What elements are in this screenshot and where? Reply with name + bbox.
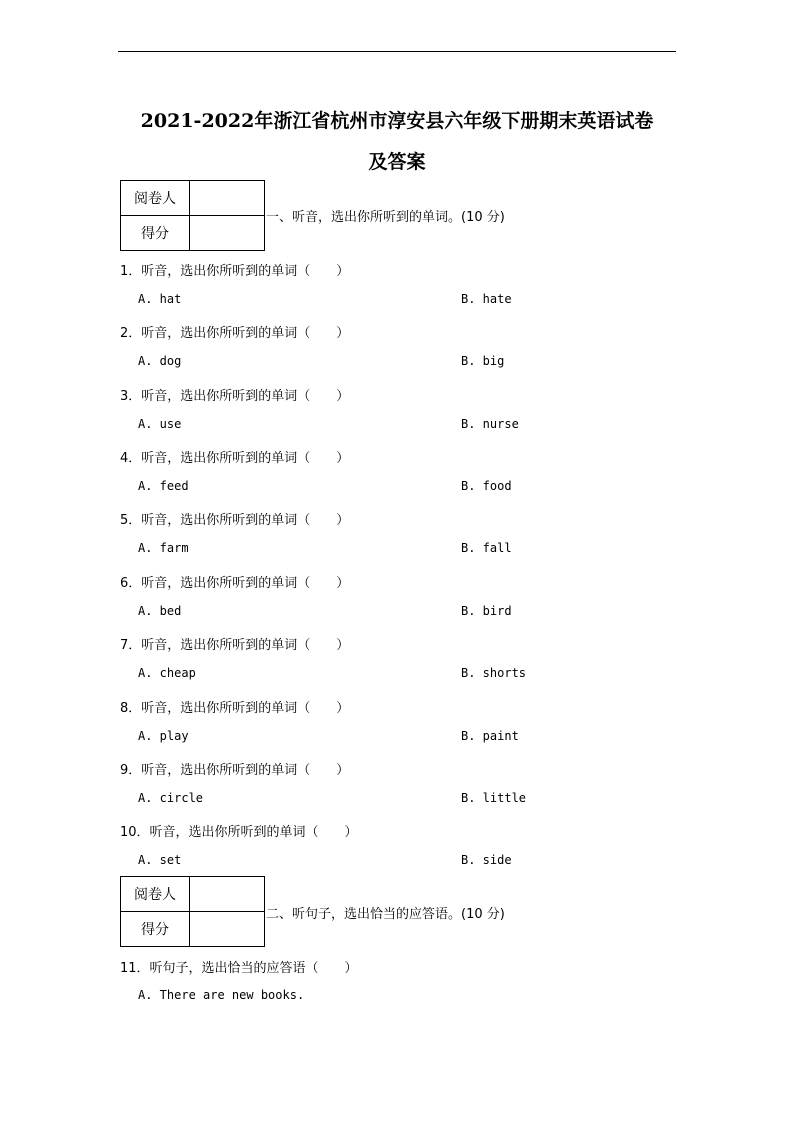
score-cell (190, 216, 265, 251)
option-a: A. farm (138, 541, 189, 555)
option-a: A. circle (138, 791, 204, 805)
option-a: A. use (138, 417, 182, 431)
option-a: A. hat (138, 292, 182, 306)
score-cell (190, 912, 265, 947)
option-a: A. play (138, 729, 189, 743)
question-1: 1．听音，选出你所听到的单词（ ） (120, 264, 350, 279)
option-a: A. dog (138, 354, 182, 368)
option-a: A. set (138, 853, 182, 867)
reviewer-label: 阅卷人 (121, 181, 190, 216)
question-6: 6．听音，选出你所听到的单词（ ） (120, 576, 350, 591)
option-a: A. bed (138, 604, 182, 618)
score-box (120, 876, 265, 947)
page-title: 2021-2022年浙江省杭州市淳安县六年级下册期末英语试卷 (140, 110, 654, 132)
score-box (120, 180, 265, 251)
option-b: B. little (461, 791, 527, 805)
option-b: B. food (461, 479, 512, 493)
option-b: B. hate (461, 292, 512, 306)
option-b: B. side (461, 853, 512, 867)
option-b: B. big (461, 354, 505, 368)
question-7: 7．听音，选出你所听到的单词（ ） (120, 638, 350, 653)
reviewer-cell (190, 877, 265, 912)
option-b: B. bird (461, 604, 512, 618)
option-b: B. paint (461, 729, 519, 743)
question-4: 4．听音，选出你所听到的单词（ ） (120, 451, 350, 466)
section-heading-2: 二、听句子，选出恰当的应答语。(10 分) (266, 907, 505, 922)
option-b: B. fall (461, 541, 512, 555)
header-rule (118, 51, 676, 52)
option-a: A. There are new books. (138, 988, 305, 1002)
question-9: 9．听音，选出你所听到的单词（ ） (120, 763, 350, 778)
question-8: 8．听音，选出你所听到的单词（ ） (120, 701, 350, 716)
question-5: 5．听音，选出你所听到的单词（ ） (120, 513, 350, 528)
score-label: 得分 (121, 216, 190, 251)
option-b: B. shorts (461, 666, 527, 680)
section-heading-1: 一、听音，选出你所听到的单词。(10 分) (266, 210, 505, 225)
reviewer-cell (190, 181, 265, 216)
question-10: 10．听音，选出你所听到的单词（ ） (120, 825, 358, 840)
option-b: B. nurse (461, 417, 519, 431)
score-label: 得分 (121, 912, 190, 947)
question-2: 2．听音，选出你所听到的单词（ ） (120, 326, 350, 341)
question-3: 3．听音，选出你所听到的单词（ ） (120, 389, 350, 404)
option-a: A. cheap (138, 666, 196, 680)
page-title-continued: 及答案 (368, 151, 426, 173)
reviewer-label: 阅卷人 (121, 877, 190, 912)
question-11: 11．听句子，选出恰当的应答语（ ） (120, 961, 358, 976)
option-a: A. feed (138, 479, 189, 493)
